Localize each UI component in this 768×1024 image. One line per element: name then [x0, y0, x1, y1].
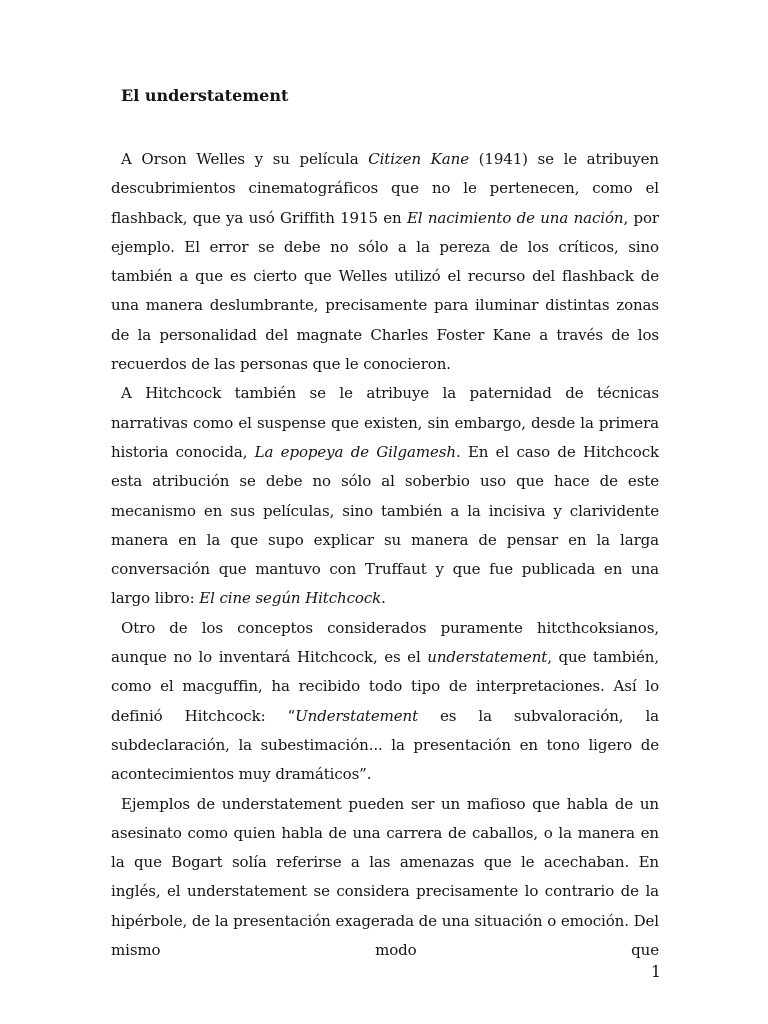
book-title-la-epopeya-de-gilgamesh: La epopeya de Gilgamesh — [254, 442, 456, 461]
paragraph-4 — [111, 790, 659, 966]
document-body — [111, 145, 659, 965]
text-run: A Hitchcock también se le atribuye la paternidad de técnicas narrativas como el suspense que existen, sin embargo, desde la primera historia conocida, — [111, 384, 659, 461]
text-run: . En el caso de Hitchcock esta atribución se debe no sólo al soberbio uso que hace de este mecanismo en sus películas, sino también a la incisiva y clarividente manera en la que supo explicar su manera de pensar en la larga conversación que mantuvo con Truffaut y que fue publicada en una largo libro: — [111, 442, 659, 608]
text-run: . — [381, 589, 386, 608]
paragraph-1 — [111, 145, 659, 379]
term-understatement: Understatement — [295, 706, 419, 725]
text-run: , por ejemplo. El error se debe no sólo a la pereza de los críticos, sino también a que es cierto que Welles utilizó el recurso del flashback de una manera deslumbrante, precisamente para iluminar distintas zonas de la personalidad del magnate Charles Foster Kane a través de los recuerdos de las personas que le conocieron. — [111, 208, 659, 374]
text-run: es la subvaloración, la subdeclaración, la subestimación... la presentación en tono ligero de acontecimientos muy dramáticos”. — [111, 706, 659, 784]
text-run: A Orson Welles y su película — [121, 150, 369, 168]
film-title-citizen-kane: Citizen Kane — [368, 150, 469, 168]
text-run: (1941) se le atribuyen descubrimientos cinematográficos que no le pertenecen, como el flashback, que ya usó Griffith 1915 en — [111, 150, 659, 227]
text-run: Ejemplos de understatement pueden ser un mafioso que habla de un asesinato como quien habla de una carrera de caballos, o la manera en la que Bogart solía referirse a las amenazas que le acechaban. En inglés, el understatement se considera precisamente lo contrario de la hipérbole, de la presentación exagerada de una situación o emoción. Del mismo modo que — [111, 794, 659, 960]
document-title: El understatement — [121, 86, 289, 105]
term-understatement: understatement — [427, 648, 548, 667]
text-run: , que también, como el macguffin, ha recibido todo tipo de interpretaciones. Así lo definió Hitchcock: “ — [111, 648, 660, 725]
page-number: 1 — [650, 962, 661, 981]
text-run: Otro de los conceptos considerados puramente hitcthcoksianos, aunque no lo inventará Hitchcock, es el — [111, 618, 659, 667]
book-title-el-cine-segun-hitchcock: El cine según Hitchcock — [199, 589, 382, 608]
film-title-el-nacimiento-de-una-nacion: El nacimiento de una nación — [406, 208, 624, 227]
paragraph-3 — [111, 614, 659, 790]
paragraph-2 — [111, 379, 659, 613]
